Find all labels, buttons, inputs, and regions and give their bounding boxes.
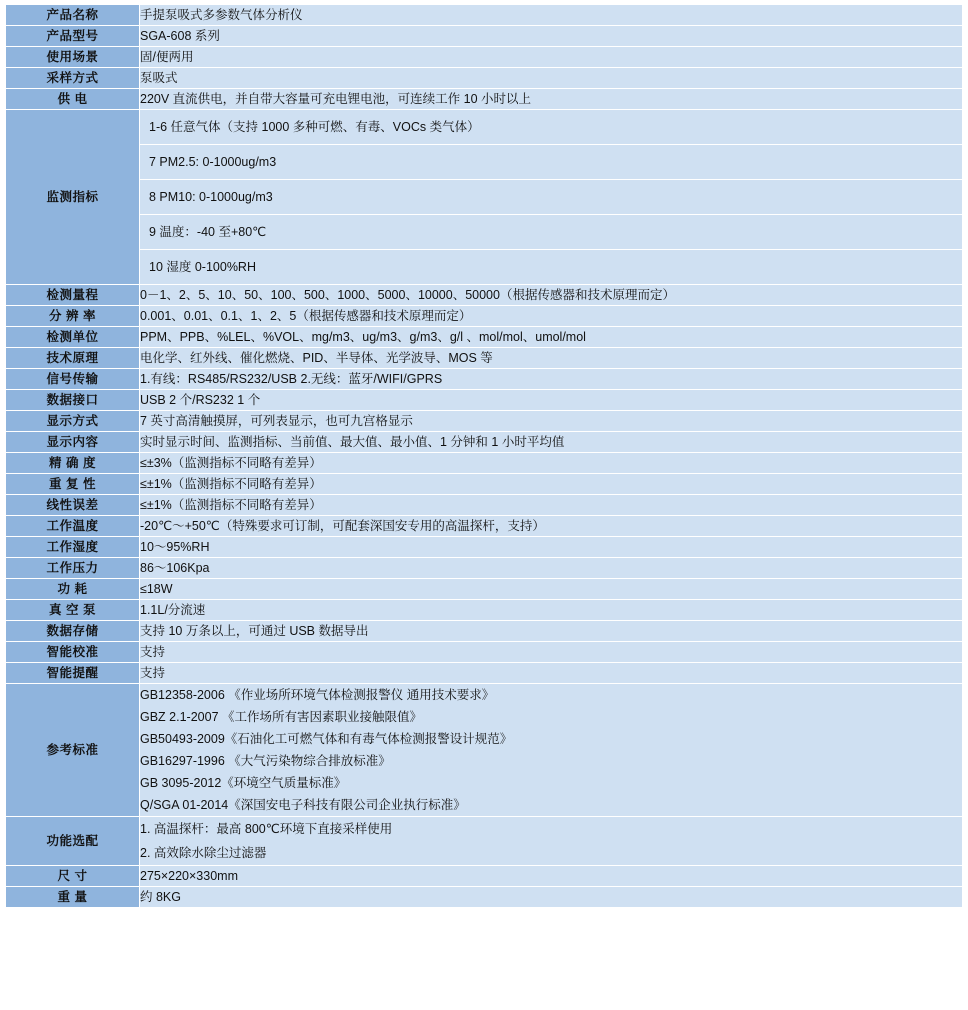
- spec-label: 技术原理: [6, 348, 140, 369]
- spec-label: 工作湿度: [6, 537, 140, 558]
- spec-label: 尺 寸: [6, 866, 140, 887]
- spec-value: 实时显示时间、监测指标、当前值、最大值、最小值、1 分钟和 1 小时平均值: [140, 432, 963, 453]
- spec-label: 检测单位: [6, 327, 140, 348]
- spec-label: 使用场景: [6, 47, 140, 68]
- table-row: [6, 110, 963, 285]
- spec-value: USB 2 个/RS232 1 个: [140, 390, 963, 411]
- spec-label: 显示方式: [6, 411, 140, 432]
- spec-value: -20℃～+50℃（特殊要求可订制，可配套深国安专用的高温探杆，支持）: [140, 516, 963, 537]
- spec-value: [140, 110, 963, 285]
- table-row: [6, 411, 963, 432]
- table-row: [6, 453, 963, 474]
- spec-value: SGA-608 系列: [140, 26, 963, 47]
- spec-value-line: 9 温度：-40 至+80℃: [140, 215, 962, 250]
- table-row: [6, 47, 963, 68]
- spec-table-body: [6, 5, 963, 908]
- spec-label: 检测量程: [6, 285, 140, 306]
- spec-label: 显示内容: [6, 432, 140, 453]
- spec-value-line: GB 3095-2012《环境空气质量标准》: [140, 776, 347, 790]
- spec-value-line: GBZ 2.1-2007 《工作场所有害因素职业接触限值》: [140, 710, 422, 724]
- table-row: [6, 663, 963, 684]
- spec-value: PPM、PPB、%LEL、%VOL、mg/m3、ug/m3、g/m3、g/l 、mol/mol、umol/mol: [140, 327, 963, 348]
- spec-label: 监测指标: [6, 110, 140, 285]
- spec-label: 智能校准: [6, 642, 140, 663]
- spec-label: 采样方式: [6, 68, 140, 89]
- table-row: [6, 432, 963, 453]
- table-row: [6, 887, 963, 908]
- spec-value-line: GB50493-2009《石油化工可燃气体和有毒气体检测报警设计规范》: [140, 732, 513, 746]
- product-spec-table: [5, 4, 963, 908]
- spec-value-line: GB16297-1996 《大气污染物综合排放标准》: [140, 754, 391, 768]
- spec-value: 1.1L/分流速: [140, 600, 963, 621]
- table-row: [6, 26, 963, 47]
- table-row: [6, 327, 963, 348]
- spec-value: 支持 10 万条以上，可通过 USB 数据导出: [140, 621, 963, 642]
- table-row: [6, 89, 963, 110]
- table-row: [6, 390, 963, 411]
- spec-label: 功能选配: [6, 817, 140, 866]
- table-row: [6, 537, 963, 558]
- spec-label: 数据接口: [6, 390, 140, 411]
- spec-value: 支持: [140, 642, 963, 663]
- spec-label: 线性误差: [6, 495, 140, 516]
- spec-label: 产品型号: [6, 26, 140, 47]
- spec-label: 工作温度: [6, 516, 140, 537]
- table-row: [6, 474, 963, 495]
- spec-value-line: 1. 高温探杆：最高 800℃环境下直接采样使用: [140, 822, 393, 836]
- spec-value-line: 10 湿度 0-100%RH: [140, 250, 962, 284]
- spec-value: ≤±3%（监测指标不同略有差异）: [140, 453, 963, 474]
- spec-value: 电化学、红外线、催化燃烧、PID、半导体、光学波导、MOS 等: [140, 348, 963, 369]
- table-row: [6, 866, 963, 887]
- spec-value: 7 英寸高清触摸屏，可列表显示，也可九宫格显示: [140, 411, 963, 432]
- table-row: [6, 684, 963, 817]
- table-row: [6, 5, 963, 26]
- spec-value: 泵吸式: [140, 68, 963, 89]
- spec-value: [140, 684, 963, 817]
- spec-value: 支持: [140, 663, 963, 684]
- spec-value-line: 8 PM10: 0-1000ug/m3: [140, 180, 962, 215]
- spec-label: 分 辨 率: [6, 306, 140, 327]
- spec-label: 数据存储: [6, 621, 140, 642]
- table-row: [6, 306, 963, 327]
- table-row: [6, 600, 963, 621]
- spec-value: 0.001、0.01、0.1、1、2、5（根据传感器和技术原理而定）: [140, 306, 963, 327]
- table-row: [6, 285, 963, 306]
- table-row: [6, 817, 963, 866]
- table-row: [6, 621, 963, 642]
- spec-value: 约 8KG: [140, 887, 963, 908]
- spec-value: 220V 直流供电，并自带大容量可充电锂电池，可连续工作 10 小时以上: [140, 89, 963, 110]
- spec-value: 275×220×330mm: [140, 866, 963, 887]
- spec-value: 固/便两用: [140, 47, 963, 68]
- spec-label: 精 确 度: [6, 453, 140, 474]
- spec-value: 手提泵吸式多参数气体分析仪: [140, 5, 963, 26]
- spec-label: 重 复 性: [6, 474, 140, 495]
- spec-value-line: 2. 高效除水除尘过滤器: [140, 846, 267, 860]
- spec-value-line: Q/SGA 01-2014《深国安电子科技有限公司企业执行标准》: [140, 798, 466, 812]
- spec-value-line: 7 PM2.5: 0-1000ug/m3: [140, 145, 962, 180]
- spec-value-line: GB12358-2006 《作业场所环境气体检测报警仪 通用技术要求》: [140, 688, 495, 702]
- spec-value: [140, 817, 963, 866]
- table-row: [6, 579, 963, 600]
- spec-value: 0－1、2、5、10、50、100、500、1000、5000、10000、50000（根据传感器和技术原理而定）: [140, 285, 963, 306]
- spec-label: 产品名称: [6, 5, 140, 26]
- table-row: [6, 369, 963, 390]
- spec-value: 86～106Kpa: [140, 558, 963, 579]
- spec-label: 真 空 泵: [6, 600, 140, 621]
- spec-label: 参考标准: [6, 684, 140, 817]
- spec-value-line: 1-6 任意气体（支持 1000 多种可燃、有毒、VOCs 类气体）: [140, 110, 962, 145]
- spec-label: 智能提醒: [6, 663, 140, 684]
- spec-value: 1.有线：RS485/RS232/USB 2.无线：蓝牙/WIFI/GPRS: [140, 369, 963, 390]
- spec-label: 重 量: [6, 887, 140, 908]
- spec-value: 10～95%RH: [140, 537, 963, 558]
- table-row: [6, 348, 963, 369]
- spec-label: 供 电: [6, 89, 140, 110]
- spec-label: 信号传输: [6, 369, 140, 390]
- spec-label: 工作压力: [6, 558, 140, 579]
- spec-value: ≤18W: [140, 579, 963, 600]
- table-row: [6, 495, 963, 516]
- spec-value: ≤±1%（监测指标不同略有差异）: [140, 474, 963, 495]
- spec-value: ≤±1%（监测指标不同略有差异）: [140, 495, 963, 516]
- table-row: [6, 68, 963, 89]
- table-row: [6, 642, 963, 663]
- spec-label: 功 耗: [6, 579, 140, 600]
- table-row: [6, 558, 963, 579]
- table-row: [6, 516, 963, 537]
